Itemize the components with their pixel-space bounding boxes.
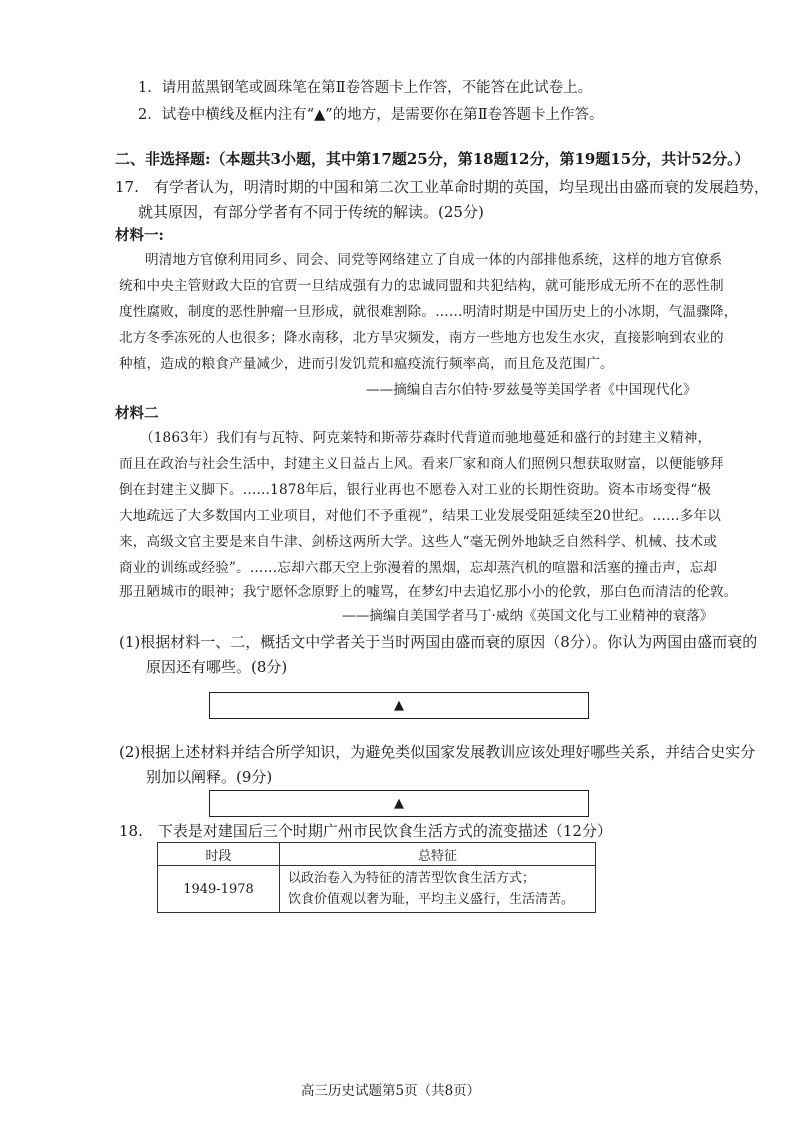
table-header-period: 时段 [158,843,280,866]
material-1-line-1: 明清地方官僚利用同乡、同会、同党等网络建立了自成一体的内部排他系统，这样的地方官僚系 [145,252,723,268]
material-2-line-2: 而且在政治与社会生活中，封建主义日益占上风。看来厂家和商人们照例只想获取财富，以便能够拜 [119,456,724,472]
material-2-line-5: 来，高级文官主要是来自牛津、剑桥这两所大学。这些人“毫无例外地缺乏自然科学、机械、技术或 [119,534,718,550]
material-2-source: ——摘编自美国学者马丁·威纳《英国文化与工业精神的衰落》 [342,608,714,624]
feature-line-1: 以政治卷入为特征的清苦型饮食生活方式； [288,871,536,886]
material-1-source: ——摘编自吉尔伯特·罗兹曼等美国学者《中国现代化》 [366,382,697,398]
table-header-features: 总特征 [280,843,596,866]
notice-1: 1．请用蓝黑钢笔或圆珠笔在第Ⅱ卷答题卡上作答，不能答在此试卷上。 [138,80,593,96]
material-1-line-2: 统和中央主管财政大臣的官贾一旦结成强有力的忠诚同盟和共犯结构，就可能形成无所不在的恶性制 [119,278,724,294]
q17-sub2-line-2: 别加以阐释。(9分) [146,768,273,786]
material-1-label: 材料一: [115,227,164,244]
table-header-row [158,843,596,866]
material-2-line-6: 商业的训练或经验”。……忘却六郡天空上弥漫着的黑烟，忘却蒸汽机的喧嚣和活塞的撞击声，忘却 [119,560,718,576]
table-cell-features [280,866,596,913]
material-1-line-4: 北方冬季冻死的人也很多；降水南移，北方旱灾频发，南方一些地方也发生水灾，直接影响到农业的 [119,330,724,346]
q17-sub2-answer-box[interactable] [209,790,589,817]
feature-line-2: 饮食价值观以奢为耻，平均主义盛行，生活清苦。 [288,892,575,907]
q17-sub1-answer-box[interactable] [209,692,589,719]
material-1-line-5: 种植，造成的粮食产量减少，进而引发饥荒和瘟疫流行频率高，而且危及范围广。 [119,356,614,372]
material-2-line-1: （1863年）我们有与瓦特、阿克莱特和斯蒂芬森时代背道而驰地蔓延和盛行的封建主义精神， [140,430,712,446]
q17-sub2-line-1: (2)根据上述材料并结合所学知识，为避免类似国家发展教训应该处理好哪些关系，并结合史实分 [119,743,756,761]
q17-sub1-line-1: (1)根据材料一、二，概括文中学者关于当时两国由盛而衰的原因（8分）。你认为两国由盛而衰的 [119,633,758,651]
answer-marker-2: ▲ [394,796,404,811]
q17-stem-line-1: 17. 有学者认为，明清时期的中国和第二次工业革命时期的英国，均呈现出由盛而衰的发展趋势， [115,178,769,196]
q17-stem-line-2: 就其原因，有部分学者有不同于传统的解读。(25分) [138,203,484,221]
material-2-line-4: 大地疏远了大多数国内工业项目，对他们不予重视”，结果工业发展受阻延续至20世纪。……多年以 [119,508,721,524]
notice-2: 2．试卷中横线及框内注有“▲”的地方，是需要你在第Ⅱ卷答题卡上作答。 [138,107,604,123]
q17-sub1-line-2: 原因还有哪些。(8分) [146,658,288,676]
material-2-line-3: 倒在封建主义脚下。……1878年后，银行业再也不愿卷入对工业的长期性资助。资本市场变得“极 [119,482,712,498]
q18-stem: 18. 下表是对建国后三个时期广州市民饮食生活方式的流变描述（12分） [119,822,612,840]
material-1-line-3: 度性腐败，制度的恶性肿瘤一旦形成，就很难割除。……明清时期是中国历史上的小冰期，气温骤降， [119,304,738,320]
material-2-line-7: 那丑陋城市的眼神；我宁愿怀念原野上的嘘骂，在梦幻中去追忆那小小的伦敦，那白色而清洁的伦敦。 [119,584,738,600]
section-title: 二、非选择题:（本题共3小题，其中第17题25分，第18题12分，第19题15分，共计52分。） [115,150,750,168]
material-2-label: 材料二 [115,405,159,422]
q18-table [157,842,596,913]
table-row [158,866,596,913]
answer-marker-1: ▲ [394,698,404,713]
table-cell-period: 1949-1978 [158,866,280,913]
page-footer: 高三历史试题第5页（共8页） [301,1083,481,1099]
